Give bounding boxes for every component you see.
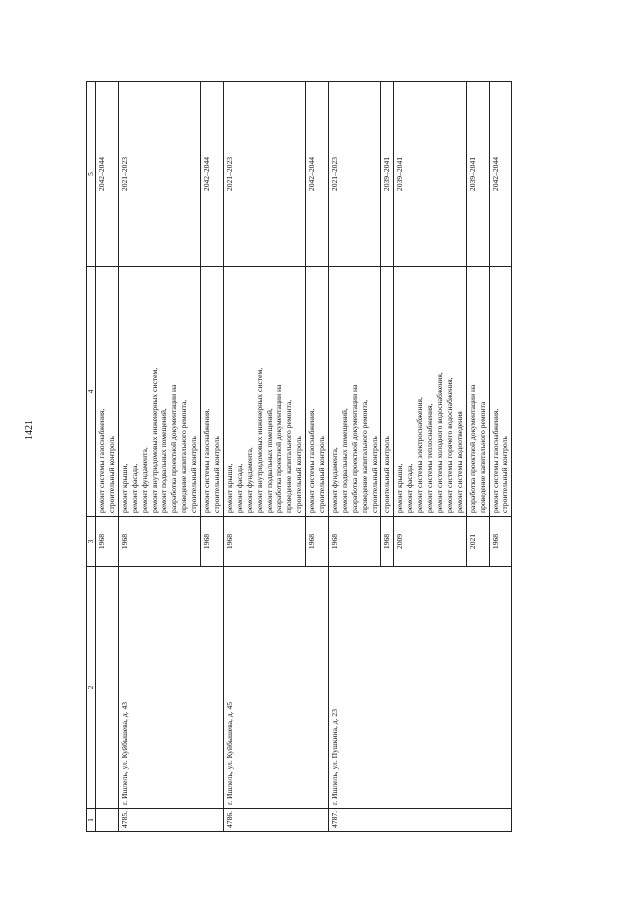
address-cell xyxy=(489,567,512,809)
work-item: строительный контроль xyxy=(211,436,221,513)
works-cell xyxy=(489,267,512,517)
works-cell xyxy=(306,267,329,517)
table-row xyxy=(489,82,512,832)
work-item: ремонт системы холодного водоснабжения, xyxy=(435,372,444,513)
period-cell: 2042–2044 xyxy=(96,82,119,267)
work-item: ремонт крыши, xyxy=(224,463,234,513)
year-cell: 1968 xyxy=(328,517,381,567)
period-cell: 2039–2041 xyxy=(381,82,394,267)
year-cell: 1968 xyxy=(381,517,394,567)
header-cell: 2 xyxy=(87,567,96,809)
work-item: ремонт фасада, xyxy=(234,463,244,513)
work-item: ремонт системы горячего водоснабжения, xyxy=(444,377,454,513)
work-item: ремонт системы газоснабжения, xyxy=(202,408,212,513)
row-number xyxy=(466,809,489,832)
work-item: проведение капитального ремонта, xyxy=(179,399,189,513)
work-item: ремонт внутридомовых инженерных систем, xyxy=(254,367,264,513)
work-item: ремонт системы газоснабжения, xyxy=(490,408,500,513)
work-item: ремонт фундамента, xyxy=(329,447,339,513)
work-item: разработка проектной документации на xyxy=(467,384,477,513)
works-cell xyxy=(223,267,305,517)
row-number: 4785. xyxy=(118,809,200,832)
year-cell: 1968 xyxy=(118,517,200,567)
table-row xyxy=(394,82,466,832)
work-item: строительный контроль xyxy=(106,436,116,513)
work-item: проведение капитального ремонта, xyxy=(284,399,294,513)
work-item: проведение капитального ремонта, xyxy=(359,399,369,513)
work-item: ремонт фундамента, xyxy=(139,447,149,513)
works-cell xyxy=(394,267,466,517)
work-item: ремонт системы водоотведения xyxy=(454,411,464,513)
works-cell xyxy=(328,267,381,517)
work-item: ремонт крыши, xyxy=(119,463,129,513)
year-cell: 1968 xyxy=(223,517,305,567)
work-item: ремонт подвальных помещений, xyxy=(339,408,349,513)
works-cell xyxy=(201,267,224,517)
table-row xyxy=(201,82,224,832)
header-cell: 3 xyxy=(87,517,96,567)
works-cell xyxy=(96,267,119,517)
rotated-table-wrapper xyxy=(86,82,566,832)
row-number xyxy=(381,809,394,832)
work-item: ремонт крыши, xyxy=(395,463,405,513)
year-cell: 1968 xyxy=(306,517,329,567)
period-cell: 2021–2023 xyxy=(328,82,381,267)
period-cell: 2042–2044 xyxy=(201,82,224,267)
work-item: строительный контроль xyxy=(189,436,199,513)
address-cell: г. Ишлель, ул. Пушкина, д. 23 xyxy=(328,567,381,809)
work-item: строительный контроль xyxy=(500,436,510,513)
table-row xyxy=(306,82,329,832)
work-item: разработка проектной документации на xyxy=(274,384,284,513)
row-number: 4786. xyxy=(223,809,305,832)
year-cell: 1968 xyxy=(96,517,119,567)
period-cell: 2039–2041 xyxy=(466,82,489,267)
work-item: ремонт подвальных помещений, xyxy=(264,408,274,513)
header-cell: 4 xyxy=(87,267,96,517)
table-row xyxy=(223,82,305,832)
header-cell: 1 xyxy=(87,809,96,832)
work-item: ремонт фасада, xyxy=(129,463,139,513)
work-item: строительный контроль xyxy=(369,436,379,513)
row-number xyxy=(201,809,224,832)
period-cell: 2039–2041 xyxy=(394,82,466,267)
row-number xyxy=(394,809,466,832)
address-cell xyxy=(394,567,466,809)
address-cell: г. Ишлель, ул. Куйбышева, д. 43 xyxy=(118,567,200,809)
year-cell: 1968 xyxy=(201,517,224,567)
work-item: ремонт внутридомовых инженерных систем, xyxy=(149,367,159,513)
works-cell xyxy=(381,267,394,517)
work-item: ремонт фасада, xyxy=(405,463,415,513)
works-cell xyxy=(466,267,489,517)
year-cell: 2021 xyxy=(466,517,489,567)
address-cell: г. Ишлель, ул. Куйбышева, д. 45 xyxy=(223,567,305,809)
row-number xyxy=(306,809,329,832)
work-item: строительный контроль xyxy=(382,436,392,513)
page-number: 1421 xyxy=(24,420,35,440)
address-cell xyxy=(466,567,489,809)
address-cell xyxy=(306,567,329,809)
period-cell: 2042–2044 xyxy=(489,82,512,267)
row-number: 4787. xyxy=(328,809,381,832)
work-item: ремонт системы электроснабжения, xyxy=(415,397,425,513)
address-cell xyxy=(381,567,394,809)
table-row xyxy=(328,82,381,832)
table-row xyxy=(118,82,200,832)
row-number xyxy=(96,809,119,832)
work-item: ремонт системы газоснабжения, xyxy=(307,408,317,513)
work-item: строительный контроль xyxy=(317,436,327,513)
table-row xyxy=(96,82,119,832)
year-cell: 2009 xyxy=(394,517,466,567)
work-item: ремонт фундамента, xyxy=(244,447,254,513)
work-item: ремонт системы газоснабжения, xyxy=(97,408,106,513)
work-item: проведение капитального ремонта xyxy=(477,401,487,513)
header-cell: 5 xyxy=(87,82,96,267)
year-cell: 1968 xyxy=(489,517,512,567)
work-item: разработка проектной документации на xyxy=(349,384,359,513)
header-row xyxy=(87,82,96,832)
period-cell: 2021–2023 xyxy=(118,82,200,267)
address-cell xyxy=(96,567,119,809)
repair-schedule-table xyxy=(86,81,512,832)
row-number xyxy=(489,809,512,832)
address-cell xyxy=(201,567,224,809)
table-row xyxy=(466,82,489,832)
work-item: строительный контроль xyxy=(294,436,304,513)
work-item: ремонт подвальных помещений, xyxy=(159,408,169,513)
works-cell xyxy=(118,267,200,517)
table-row xyxy=(381,82,394,832)
period-cell: 2021–2023 xyxy=(223,82,305,267)
period-cell: 2042–2044 xyxy=(306,82,329,267)
work-item: разработка проектной документации на xyxy=(169,384,179,513)
work-item: ремонт системы теплоснабжения, xyxy=(425,403,435,513)
